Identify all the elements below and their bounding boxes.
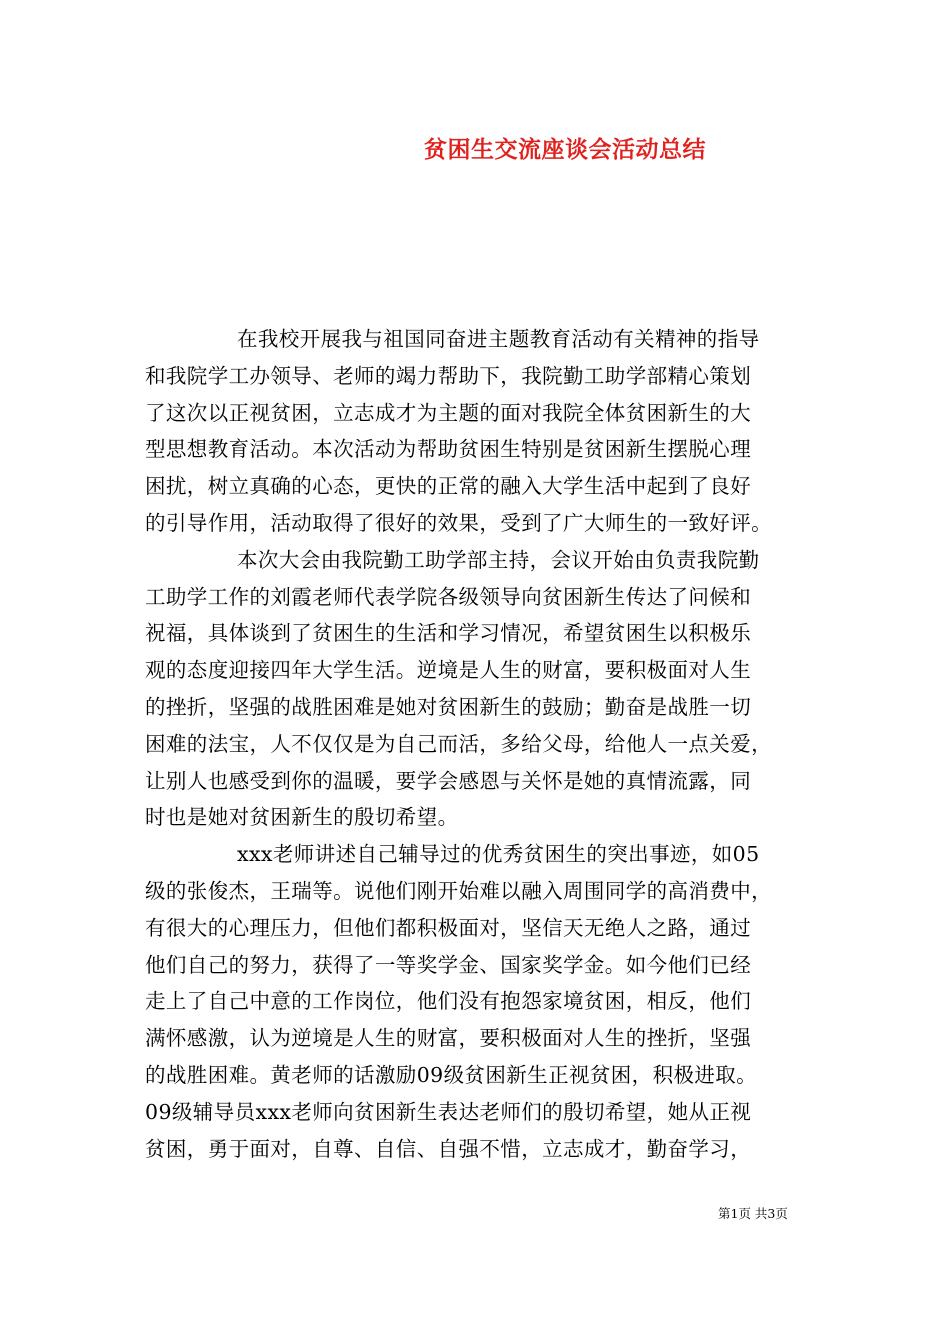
paragraph-line: 困难的法宝，人不仅仅是为自己而活，多给父母，给他人一点关爱， [145,731,772,756]
paragraph-line: 满怀感激，认为逆境是人生的财富，要积极面对人生的挫折，坚强 [145,1026,752,1051]
document-body [145,321,809,1167]
paragraph-line: 困扰，树立真确的心态，更快的正常的融入大学生活中起到了良好 [145,474,752,499]
paragraph-line: 09级辅导员xxx老师向贫困新生表达老师们的殷切希望，她从正视 [145,1099,752,1124]
paragraph-line: 观的态度迎接四年大学生活。逆境是人生的财富，要积极面对人生 [145,658,752,683]
page-number: 第1页 共3页 [718,1206,788,1221]
paragraph-line: 有很大的心理压力，但他们都积极面对，坚信天无绝人之路，通过 [145,915,752,940]
paragraph-line: 和我院学工办领导、老师的竭力帮助下，我院勤工助学部精心策划 [145,363,752,388]
paragraph-line: 型思想教育活动。本次活动为帮助贫困生特别是贫困新生摆脱心理 [145,437,752,462]
paragraph-line: 了这次以正视贫困，立志成才为主题的面对我院全体贫困新生的大 [145,400,752,425]
paragraph-line: 祝福，具体谈到了贫困生的生活和学习情况，希望贫困生以积极乐 [145,621,752,646]
paragraph-line: 的引导作用，活动取得了很好的效果，受到了广大师生的一致好评。 [145,510,772,535]
paragraph-line: 级的张俊杰，王瑞等。说他们刚开始难以融入周围同学的高消费中， [145,878,772,903]
paragraph-line: 的战胜困难。黄老师的话激励09级贫困新生正视贫困，积极进取。 [145,1062,758,1087]
paragraph-line: 他们自己的努力，获得了一等奖学金、国家奖学金。如今他们已经 [145,952,752,977]
paragraph-line: xxx老师讲述自己辅导过的优秀贫困生的突出事迹，如05 [237,842,760,867]
paragraph-line: 本次大会由我院勤工助学部主持，会议开始由负责我院勤 [237,547,760,572]
paragraph-line: 的挫折，坚强的战胜困难是她对贫困新生的鼓励；勤奋是战胜一切 [145,694,752,719]
paragraph-line: 让别人也感受到你的温暖，要学会感恩与关怀是她的真情流露，同 [145,768,752,793]
document-title: 贫困生交流座谈会活动总结 [424,136,706,163]
paragraph-line: 走上了自己中意的工作岗位，他们没有抱怨家境贫困，相反，他们 [145,989,752,1014]
paragraph-line: 在我校开展我与祖国同奋进主题教育活动有关精神的指导 [237,327,760,351]
paragraph-line: 时也是她对贫困新生的殷切希望。 [145,805,459,830]
paragraph-line: 工助学工作的刘霞老师代表学院各级领导向贫困新生传达了问候和 [145,584,752,609]
paragraph-line: 贫困，勇于面对，自尊、自信、自强不惜，立志成才，勤奋学习， [145,1136,752,1161]
